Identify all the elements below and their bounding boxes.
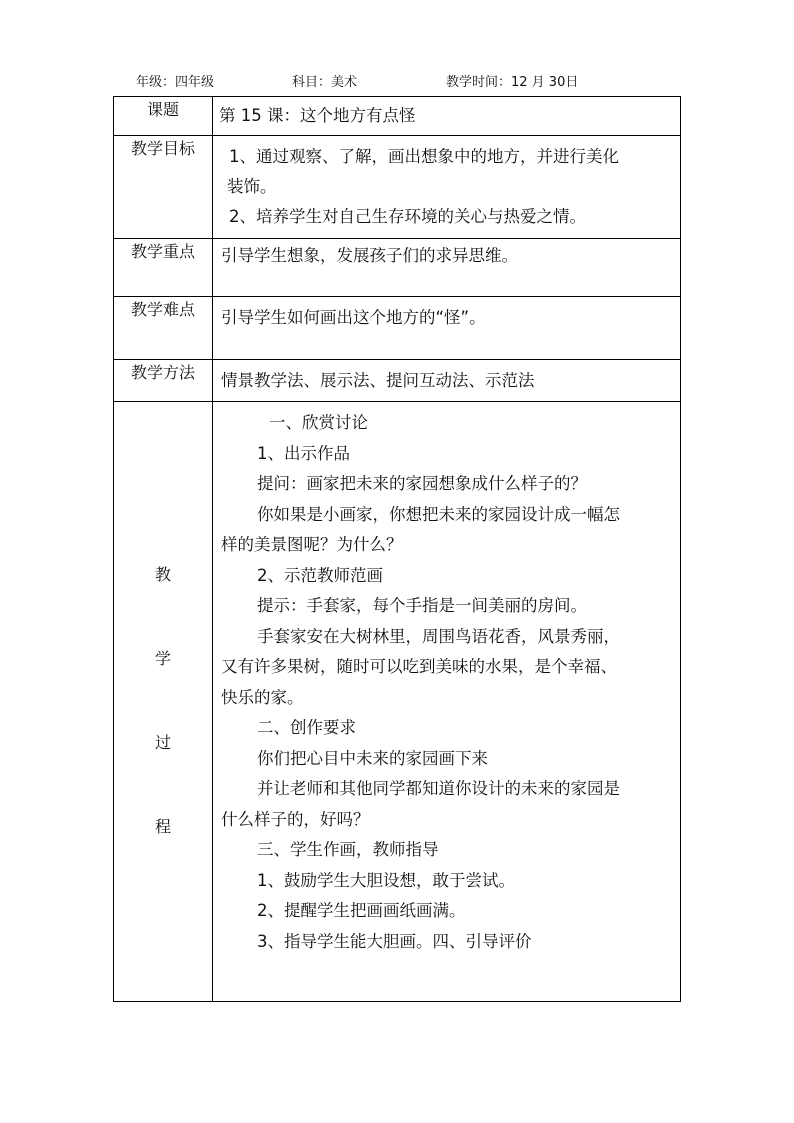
process-line: 样的美景图呢？为什么？ [221, 535, 403, 554]
goals-row [114, 136, 681, 239]
goals-label: 教学目标 [114, 136, 213, 239]
process-label-char: 程 [154, 817, 171, 836]
method-content: 情景教学法、展示法、提问互动法、示范法 [221, 370, 535, 390]
process-line: 快乐的家。 [221, 687, 304, 707]
process-line: 又有许多果树，随时可以吃到美味的水果，是个幸福、 [221, 657, 617, 676]
process-label-char: 教 [154, 565, 171, 584]
process-line: 一、欣赏讨论 [269, 413, 368, 432]
lesson-plan-table [113, 96, 681, 1002]
method-row [114, 360, 681, 402]
subject-text: 科目：美术 [292, 75, 358, 90]
process-line: 并让老师和其他同学都知道你设计的未来的家园是 [257, 779, 620, 798]
process-line: 三、学生作画，教师指导 [257, 840, 439, 859]
process-line: 你们把心目中未来的家园画下来 [257, 748, 488, 768]
process-row [114, 402, 681, 1002]
process-label-char: 学 [154, 649, 171, 668]
difficulty-label: 教学难点 [114, 297, 213, 360]
goal-line: 1、通过观察、了解，画出想象中的地方，并进行美化 [229, 147, 619, 166]
process-line: 什么样子的，好吗？ [221, 809, 370, 829]
key-points-row [114, 239, 681, 297]
topic-label: 课题 [114, 97, 213, 136]
process-line: 1、出示作品 [257, 443, 350, 463]
process-line: 你如果是小画家，你想把未来的家园设计成一幅怎 [257, 504, 620, 524]
teaching-time-text: 教学时间：12 月 30日 [446, 75, 579, 90]
goals-content [213, 136, 680, 232]
process-line: 提问：画家把未来的家园想象成什么样子的？ [257, 474, 587, 493]
process-line: 3、指导学生能大胆画。四、引导评价 [257, 931, 532, 951]
grade-text: 年级：四年级 [136, 75, 215, 90]
topic-content: 第 15 课：这个地方有点怪 [219, 106, 416, 125]
process-line: 2、提醒学生把画画纸画满。 [257, 901, 466, 920]
difficulty-row [114, 297, 681, 360]
process-line: 1、鼓励学生大胆设想，敢于尝试。 [257, 870, 515, 890]
goal-line: 装饰。 [227, 177, 277, 196]
document-header [0, 71, 794, 91]
method-label: 教学方法 [114, 360, 213, 402]
process-label [114, 402, 212, 898]
process-line: 二、创作要求 [257, 718, 356, 737]
difficulty-content: 引导学生如何画出这个地方的“怪”。 [221, 308, 486, 327]
key-points-content: 引导学生想象，发展孩子们的求异思维。 [221, 246, 518, 265]
process-line: 手套家安在大树林里，周围鸟语花香，风景秀丽， [257, 626, 620, 646]
process-content [213, 402, 680, 957]
process-label-char: 过 [154, 733, 171, 752]
process-line: 2、示范教师范画 [257, 565, 383, 585]
topic-row [114, 97, 681, 136]
key-points-label: 教学重点 [114, 239, 213, 297]
process-line: 提示：手套家，每个手指是一间美丽的房间。 [257, 596, 587, 615]
goal-line: 2、培养学生对自己生存环境的关心与热爱之情。 [229, 207, 586, 226]
